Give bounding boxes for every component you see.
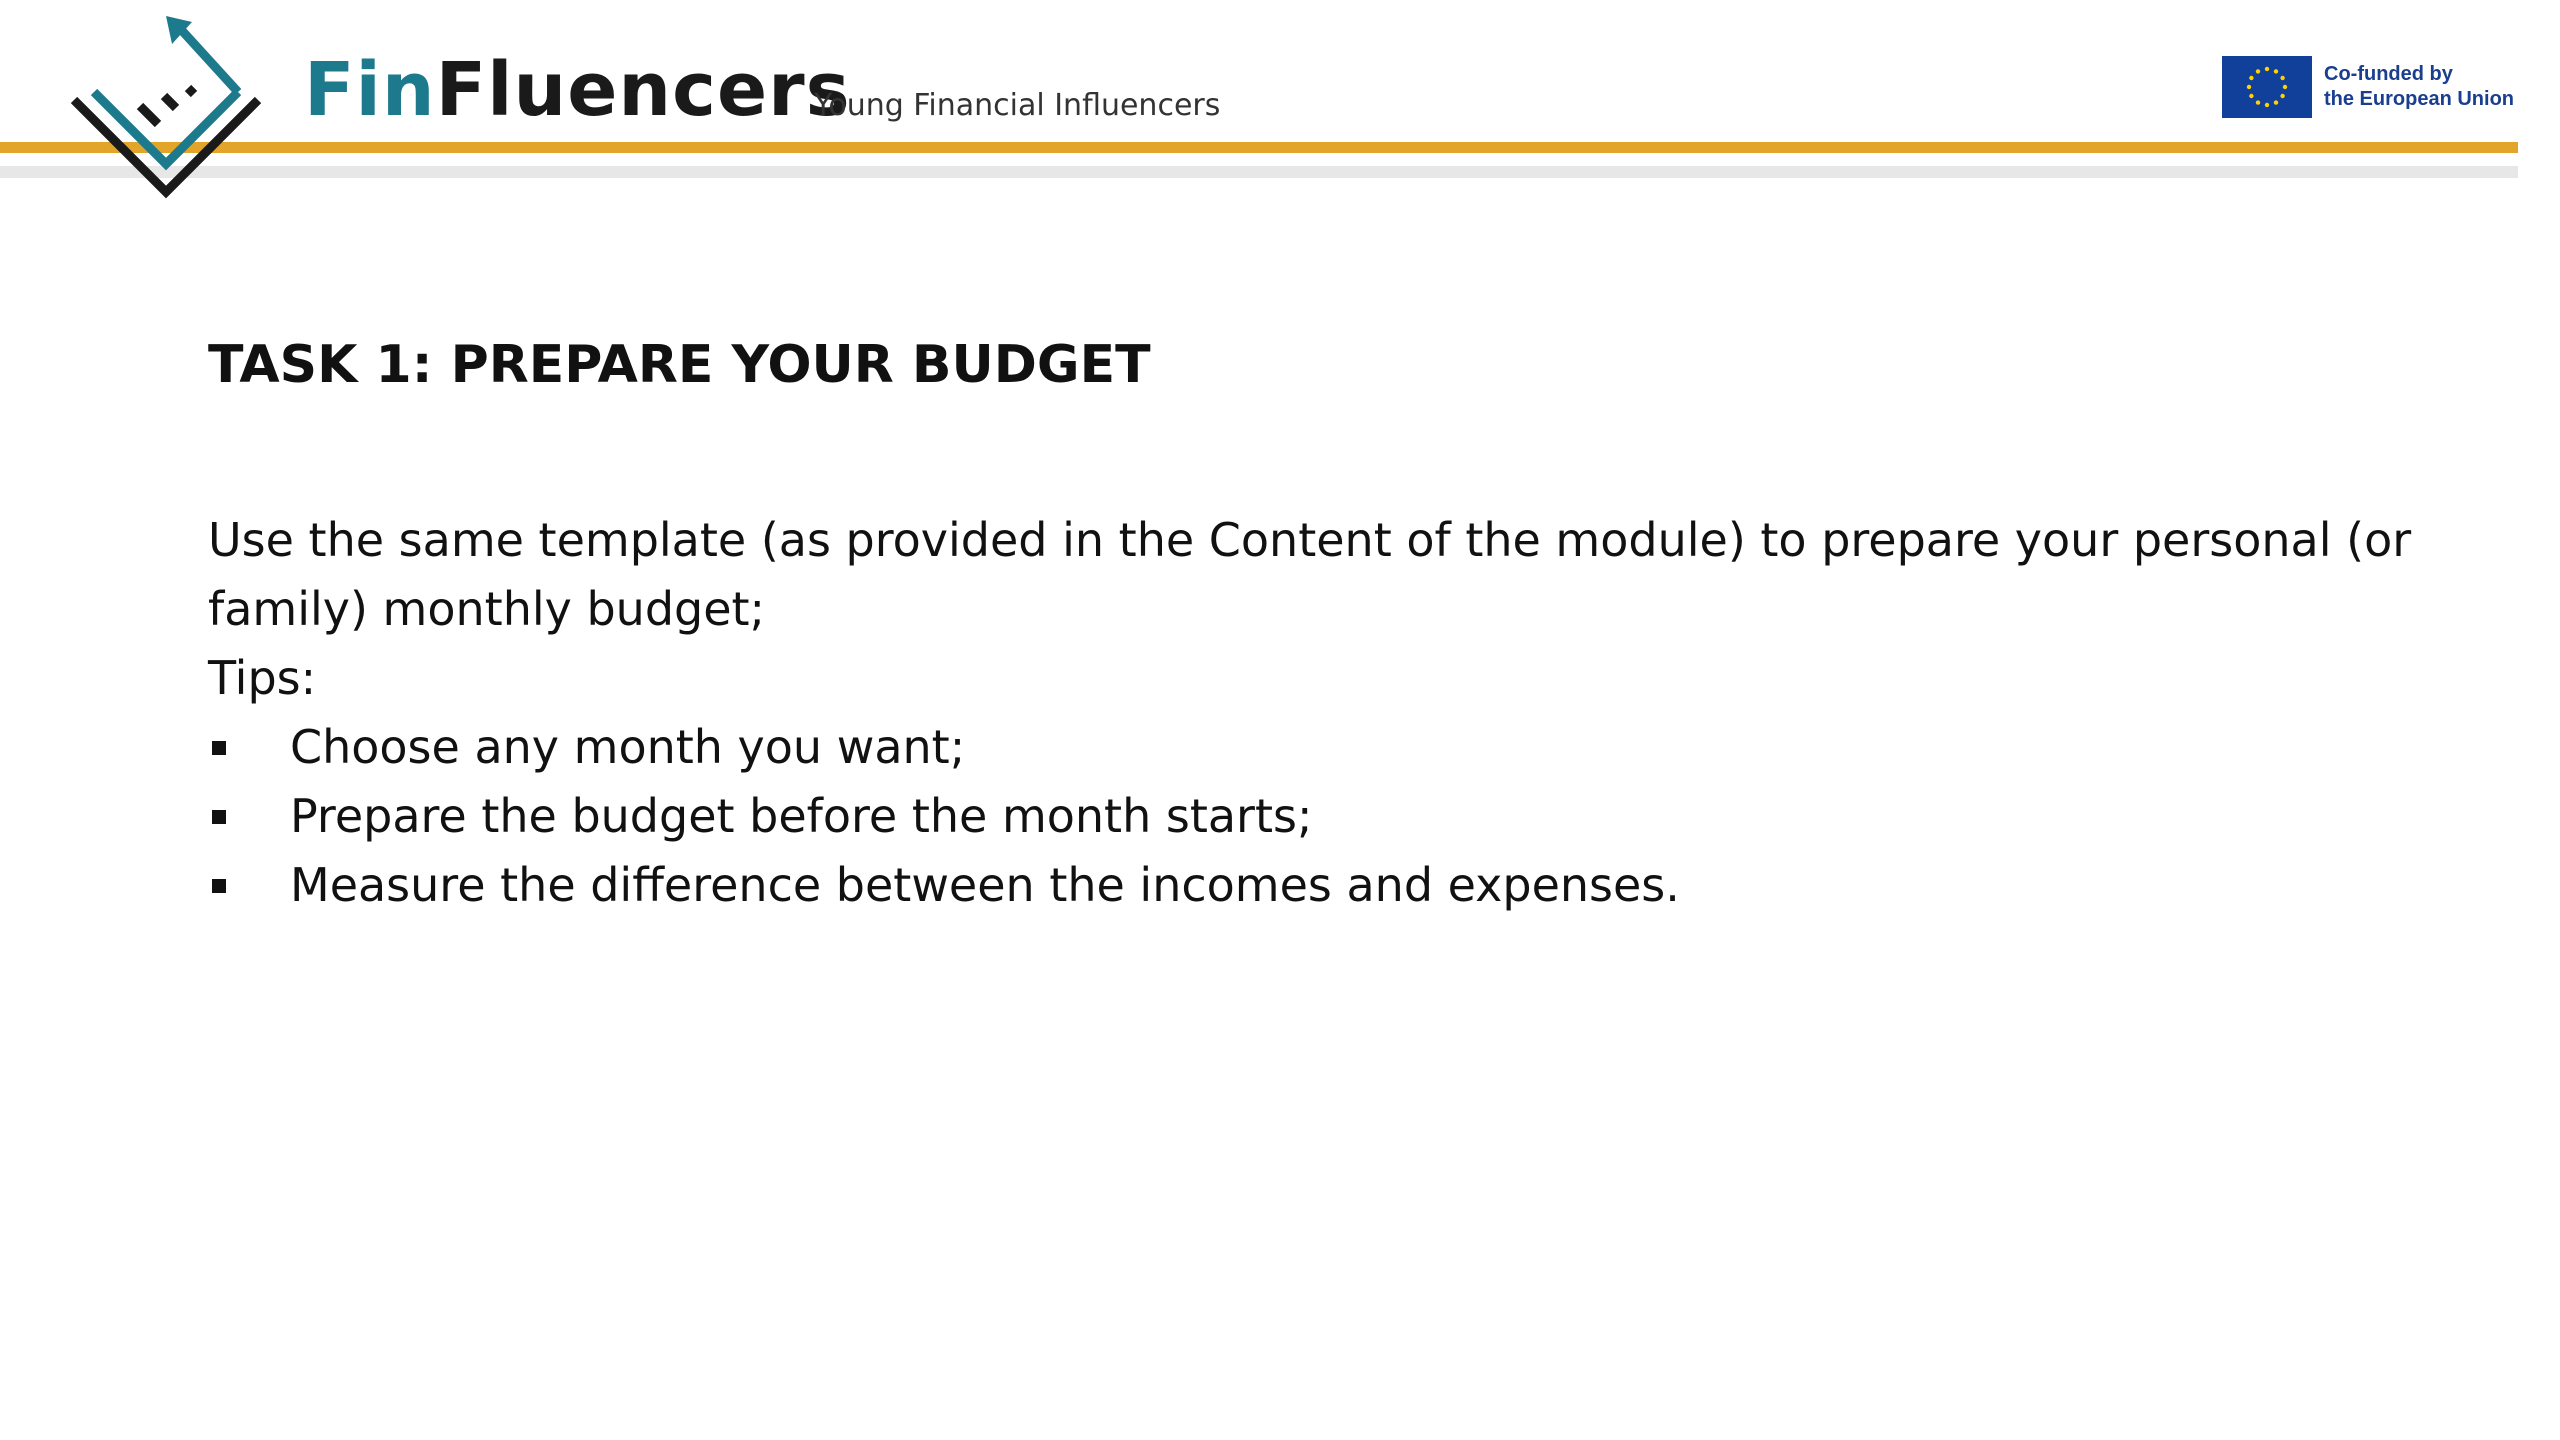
brand-name-suffix: Fluencers bbox=[435, 47, 851, 133]
task-body bbox=[208, 506, 2448, 920]
eu-badge-line2: the European Union bbox=[2324, 88, 2514, 110]
eu-flag-icon bbox=[2222, 56, 2312, 118]
tips-list bbox=[208, 713, 2448, 920]
list-item bbox=[208, 713, 2448, 782]
finfluencers-chevron-logo-icon bbox=[66, 14, 266, 204]
slide-content bbox=[208, 320, 2448, 920]
tip-text: Prepare the budget before the month starts; bbox=[290, 789, 1313, 843]
square-bullet-icon bbox=[212, 879, 226, 893]
tip-text: Choose any month you want; bbox=[290, 720, 966, 774]
tips-label: Tips: bbox=[208, 651, 317, 705]
header-gray-rule bbox=[0, 166, 2518, 178]
header-gold-rule bbox=[0, 142, 2518, 153]
task-intro: Use the same template (as provided in the Content of the module) to prepare your personal (or family) monthly budget; bbox=[208, 513, 2412, 636]
brand-name bbox=[304, 40, 851, 140]
eu-badge-text bbox=[2324, 62, 2514, 112]
square-bullet-icon bbox=[212, 810, 226, 824]
slide-header bbox=[0, 0, 2560, 200]
brand-tagline: Young Financial Influencers bbox=[814, 88, 1221, 123]
tip-text: Measure the difference between the incomes and expenses. bbox=[290, 858, 1680, 912]
eu-badge-line1: Co-funded by bbox=[2324, 63, 2453, 85]
brand-name-prefix: Fin bbox=[304, 47, 436, 133]
task-title: TASK 1: PREPARE YOUR BUDGET bbox=[208, 335, 1151, 395]
eu-cofunded-badge bbox=[2222, 56, 2514, 118]
square-bullet-icon bbox=[212, 741, 226, 755]
list-item bbox=[208, 851, 2448, 920]
list-item bbox=[208, 782, 2448, 851]
